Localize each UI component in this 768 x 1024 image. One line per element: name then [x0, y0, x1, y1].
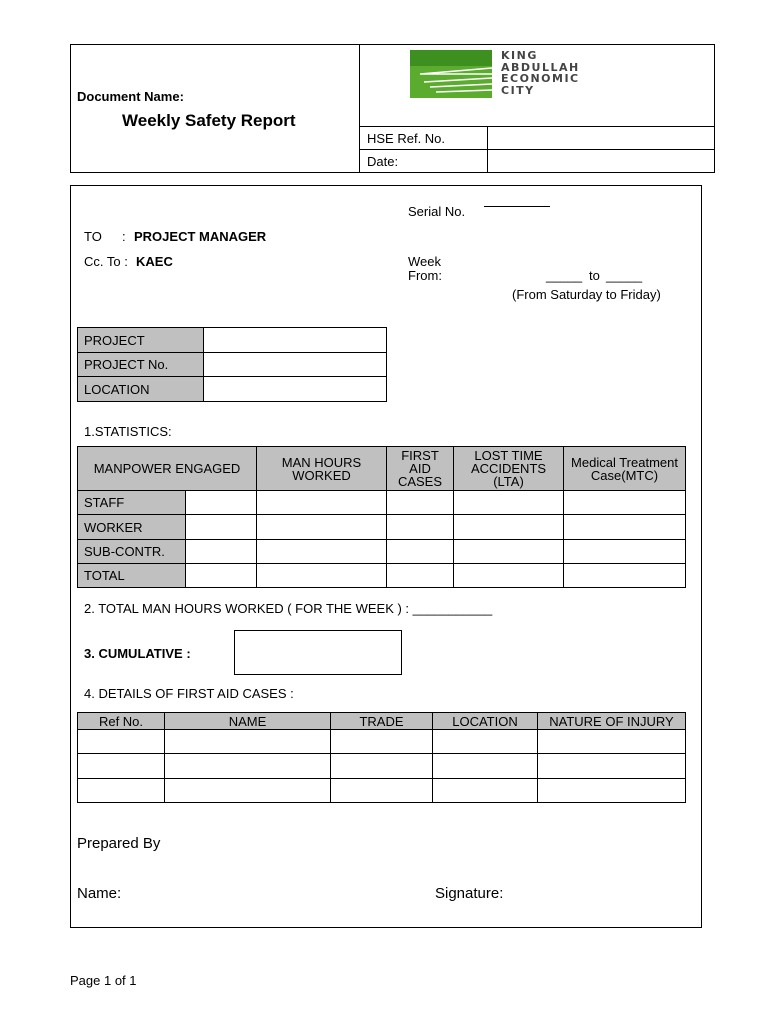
staff-manhours-field[interactable]	[257, 491, 387, 515]
project-field[interactable]	[204, 328, 387, 353]
ref-no-cell[interactable]	[78, 730, 165, 754]
staff-firstaid-field[interactable]	[387, 491, 454, 515]
table-row	[78, 564, 686, 588]
total-label: TOTAL	[78, 564, 186, 588]
staff-manpower-field[interactable]	[186, 491, 257, 515]
first-aid-table	[77, 712, 686, 803]
first-aid-header-text: FIRST AID CASES	[397, 448, 443, 489]
lta-header-text: LOST TIME ACCIDENTS (LTA)	[470, 448, 547, 489]
location-cell[interactable]	[433, 754, 538, 779]
man-hours-header-text: MAN HOURS WORKED	[281, 454, 362, 483]
to-label: TO	[84, 229, 102, 244]
from-label: From:	[408, 268, 442, 283]
nature-of-injury-cell[interactable]	[538, 730, 686, 754]
hse-ref-field[interactable]	[489, 127, 714, 149]
to-word: to	[589, 268, 600, 283]
logo-word: CITY	[501, 83, 535, 97]
cumulative-field[interactable]	[234, 630, 402, 675]
total-lta-field[interactable]	[454, 564, 564, 588]
project-no-field[interactable]	[204, 353, 387, 377]
ref-no-header: Ref No.	[78, 713, 165, 730]
cumulative-label: 3. CUMULATIVE :	[84, 646, 191, 661]
project-no-label: PROJECT No.	[78, 353, 204, 377]
subcontr-label: SUB-CONTR.	[78, 540, 186, 564]
total-man-hours-line: 2. TOTAL MAN HOURS WORKED ( FOR THE WEEK ) : ___________	[84, 601, 493, 616]
trade-cell[interactable]	[331, 730, 433, 754]
cc-value: KAEC	[136, 254, 173, 269]
header-divider-v2	[487, 126, 488, 173]
staff-mtc-field[interactable]	[564, 491, 686, 515]
week-label: Week	[408, 254, 441, 269]
table-row	[78, 730, 686, 754]
subcontr-firstaid-field[interactable]	[387, 540, 454, 564]
location-cell[interactable]	[433, 730, 538, 754]
staff-label: STAFF	[78, 491, 186, 515]
table-row	[78, 754, 686, 779]
total-mtc-field[interactable]	[564, 564, 686, 588]
nature-of-injury-header: NATURE OF INJURY	[538, 713, 686, 730]
worker-manpower-field[interactable]	[186, 515, 257, 540]
nature-of-injury-cell[interactable]	[538, 754, 686, 779]
table-row	[78, 491, 686, 515]
serial-no-field[interactable]	[484, 206, 550, 207]
subcontr-lta-field[interactable]	[454, 540, 564, 564]
project-label: PROJECT	[78, 328, 204, 353]
document-title: Weekly Safety Report	[122, 111, 296, 130]
serial-no-label: Serial No.	[408, 204, 466, 219]
table-row	[78, 779, 686, 803]
from-date-blank[interactable]: _____	[546, 268, 583, 283]
name-cell[interactable]	[165, 754, 331, 779]
date-label: Date:	[367, 154, 399, 169]
name-header: NAME	[165, 713, 331, 730]
to-value: PROJECT MANAGER	[134, 229, 267, 244]
page-number: Page 1 of 1	[70, 973, 137, 988]
name-label: Name:	[77, 885, 122, 902]
table-row	[78, 540, 686, 564]
trade-header: TRADE	[331, 713, 433, 730]
staff-lta-field[interactable]	[454, 491, 564, 515]
cc-label: Cc. To :	[84, 254, 128, 269]
name-cell[interactable]	[165, 779, 331, 803]
logo-word: KING	[501, 49, 538, 62]
logo-wordmark	[501, 50, 580, 96]
first-aid-header	[387, 447, 454, 491]
mtc-header-text: Medical Treatment Case(MTC)	[571, 454, 678, 483]
location-cell[interactable]	[433, 779, 538, 803]
logo-word: ABDULLAH	[501, 60, 580, 74]
project-table	[77, 327, 387, 402]
ref-no-cell[interactable]	[78, 779, 165, 803]
signature-label: Signature:	[435, 885, 504, 902]
lta-header	[454, 447, 564, 491]
first-aid-heading: 4. DETAILS OF FIRST AID CASES :	[84, 686, 294, 701]
logo-mark-icon	[410, 50, 494, 98]
to-date-blank[interactable]: _____	[606, 268, 643, 283]
subcontr-mtc-field[interactable]	[564, 540, 686, 564]
worker-mtc-field[interactable]	[564, 515, 686, 540]
total-firstaid-field[interactable]	[387, 564, 454, 588]
man-hours-header	[257, 447, 387, 491]
kaec-logo	[410, 50, 606, 98]
logo-word: ECONOMIC	[501, 72, 580, 85]
hse-ref-label: HSE Ref. No.	[367, 131, 446, 146]
manpower-engaged-header: MANPOWER ENGAGED	[78, 447, 257, 491]
nature-of-injury-cell[interactable]	[538, 779, 686, 803]
date-field[interactable]	[489, 150, 714, 172]
subcontr-manpower-field[interactable]	[186, 540, 257, 564]
table-row	[78, 515, 686, 540]
week-range-note: (From Saturday to Friday)	[512, 287, 661, 302]
total-manhours-field[interactable]	[257, 564, 387, 588]
subcontr-manhours-field[interactable]	[257, 540, 387, 564]
trade-cell[interactable]	[331, 779, 433, 803]
ref-no-cell[interactable]	[78, 754, 165, 779]
statistics-heading: 1.STATISTICS:	[84, 424, 172, 439]
trade-cell[interactable]	[331, 754, 433, 779]
prepared-by-label: Prepared By	[77, 835, 161, 852]
document-name-label: Document Name:	[77, 89, 184, 104]
worker-manhours-field[interactable]	[257, 515, 387, 540]
worker-label: WORKER	[78, 515, 186, 540]
statistics-table	[77, 446, 686, 588]
worker-lta-field[interactable]	[454, 515, 564, 540]
location-field[interactable]	[204, 377, 387, 402]
mtc-header	[564, 447, 686, 491]
header-divider-vertical	[359, 44, 360, 173]
to-colon: :	[122, 229, 126, 244]
total-manpower-field[interactable]	[186, 564, 257, 588]
worker-firstaid-field[interactable]	[387, 515, 454, 540]
location-label: LOCATION	[78, 377, 204, 402]
name-cell[interactable]	[165, 730, 331, 754]
location-header: LOCATION	[433, 713, 538, 730]
